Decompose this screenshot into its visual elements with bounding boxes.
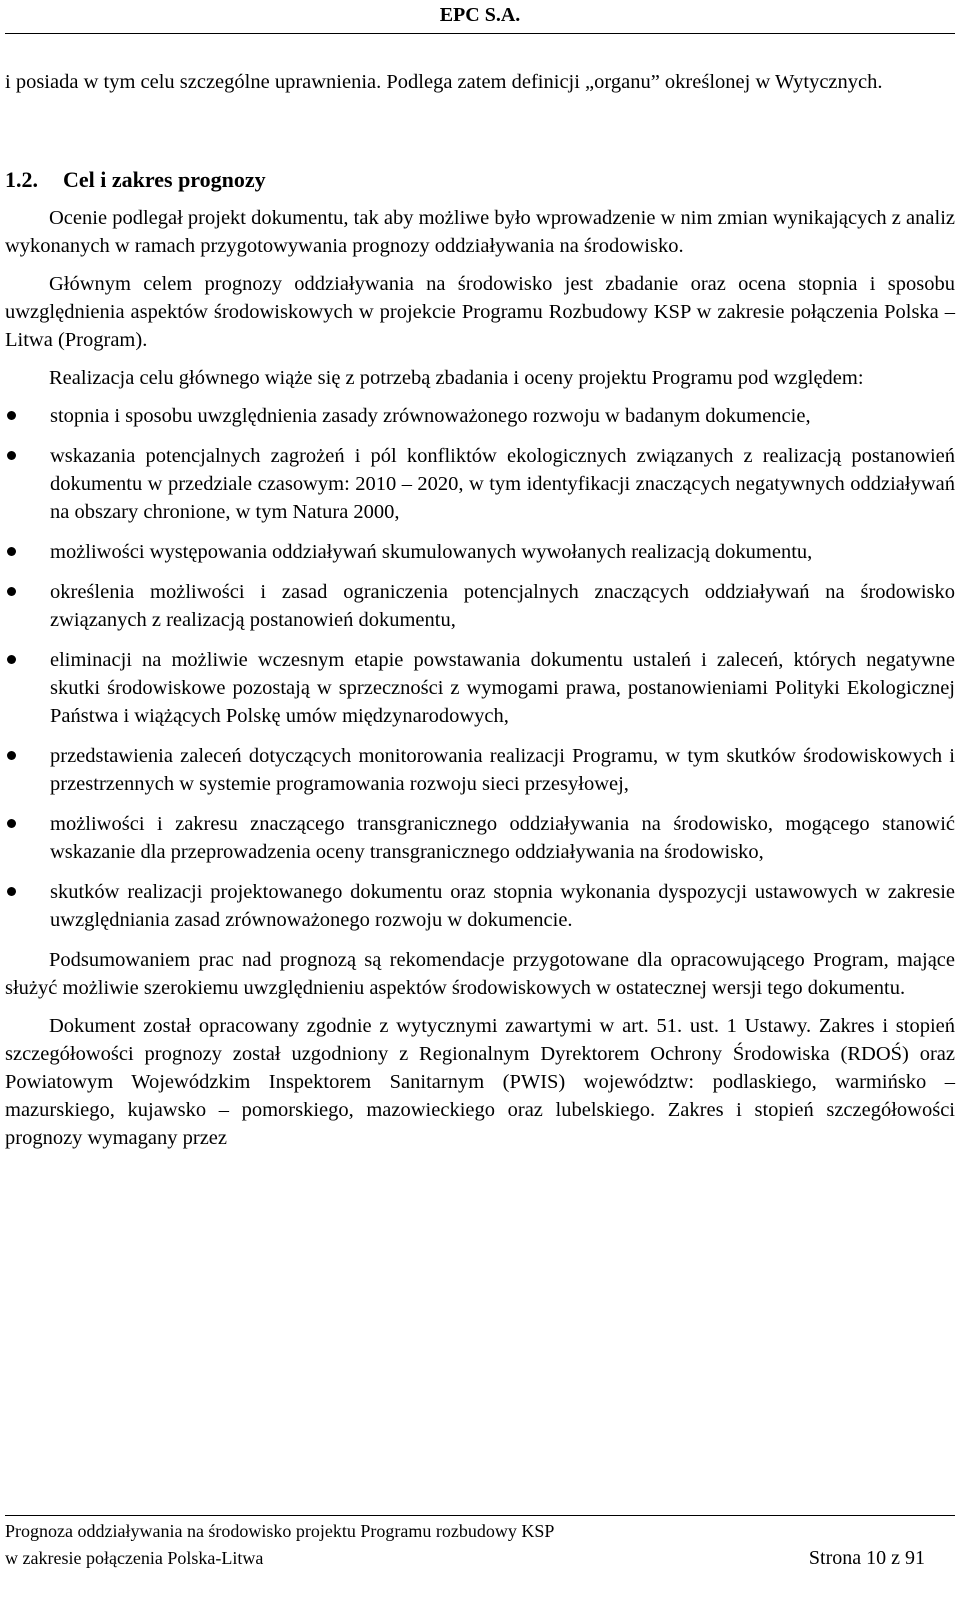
company-name: EPC S.A. (439, 4, 521, 26)
list-item (5, 442, 955, 526)
page-footer (5, 1518, 955, 1572)
list-item (5, 538, 955, 566)
footer-line-1: Prognoza oddziaływania na środowisko projektu Programu rozbudowy KSP (5, 1521, 555, 1541)
header-divider (5, 33, 955, 34)
paragraph-3: Realizacja celu głównego wiąże się z potrzebą zbadania i oceny projektu Programu pod względem: (49, 367, 864, 389)
bullet-icon (7, 411, 16, 420)
list-item-text: określenia możliwości i zasad ograniczenia potencjalnych znaczących oddziaływań na środowisko związanych z realizacją postanowień dokumentu, (50, 581, 955, 631)
paragraph-5: Dokument został opracowany zgodnie z wytycznymi zawartymi w art. 51. ust. 1 Ustawy. Zakres i stopień szczegółowości prognozy został uzgodniony z Regionalnym Dyrektorem Ochrony Środowiska (RDOŚ) oraz Powiatowym Wojewódzkim Inspektorem Sanitarnym (PWIS) województw: podlaskiego, warmińsko – mazurskiego, kujawsko – pomorskiego, mazowieckiego oraz lubelskiego. Zakres i stopień szczegółowości prognozy wymagany przez (5, 1015, 955, 1149)
list-item (5, 402, 955, 430)
list-item (5, 878, 955, 934)
list-item (5, 742, 955, 798)
page-number: Strona 10 z 91 (808, 1547, 925, 1569)
section-heading (5, 166, 955, 194)
bullet-icon (7, 451, 16, 460)
paragraph-1: Ocenie podlegał projekt dokumentu, tak aby możliwe było wprowadzenie w nim zmian wynikających z analiz wykonanych w ramach przygotowywania prognozy oddziaływania na środowisko. (5, 207, 955, 257)
list-item-text: eliminacji na możliwie wczesnym etapie powstawania dokumentu ustaleń i zaleceń, których negatywne skutki środowiskowe pozostają w sprzeczności z wymogami prawa, postanowieniami Polityki Ekologicznej Państwa i wiążących Polskę umów międzynarodowych, (50, 649, 955, 727)
list-item-text: możliwości i zakresu znaczącego transgranicznego oddziaływania na środowisko, mogącego stanowić wskazanie dla przeprowadzenia oceny transgranicznego oddziaływania na środowisko, (50, 813, 955, 863)
section-title: Cel i zakres prognozy (63, 167, 266, 192)
list-item-text: wskazania potencjalnych zagrożeń i pól konfliktów ekologicznych związanych z realizacją postanowień dokumentu w przedziale czasowym: 2010 – 2020, w tym identyfikacji znaczących negatywnych oddziaływań na obszary chronione, w tym Natura 2000, (50, 445, 955, 523)
page-header (0, 4, 960, 26)
bullet-icon (7, 819, 16, 828)
objectives-list (5, 402, 955, 934)
list-item-text: przedstawienia zaleceń dotyczących monitorowania realizacji Programu, w tym skutków środowiskowych i przestrzennych w systemie programowania rozwoju sieci przesyłowej, (50, 745, 955, 795)
intro-paragraph: i posiada w tym celu szczególne uprawnienia. Podlega zatem definicji „organu” określonej w Wytycznych. (5, 71, 883, 93)
section-number: 1.2. (5, 167, 38, 192)
footer-line-2: w zakresie połączenia Polska-Litwa (5, 1548, 264, 1568)
paragraph-4: Podsumowaniem prac nad prognozą są rekomendacje przygotowane dla opracowującego Program, mające służyć możliwie szerokiemu uwzględnieniu aspektów środowiskowych w ostatecznej wersji tego dokumentu. (5, 949, 955, 999)
list-item-text: skutków realizacji projektowanego dokumentu oraz stopnia wykonania dyspozycji ustawowych w zakresie uwzględniania zasad zrównoważonego rozwoju w dokumencie. (50, 881, 955, 931)
footer-divider (5, 1515, 955, 1516)
list-item-text: możliwości występowania oddziaływań skumulowanych wywołanych realizacją dokumentu, (50, 541, 813, 563)
list-item (5, 646, 955, 730)
bullet-icon (7, 655, 16, 664)
list-item (5, 810, 955, 866)
list-item-text: stopnia i sposobu uwzględnienia zasady zrównoważonego rozwoju w badanym dokumencie, (50, 405, 811, 427)
paragraph-2: Głównym celem prognozy oddziaływania na środowisko jest zbadanie oraz ocena stopnia i sposobu uwzględnienia aspektów środowiskowych w projekcie Programu Rozbudowy KSP w zakresie połączenia Polska – Litwa (Program). (5, 273, 955, 351)
list-item (5, 578, 955, 634)
bullet-icon (7, 547, 16, 556)
document-body (5, 68, 955, 1152)
bullet-icon (7, 751, 16, 760)
bullet-icon (7, 887, 16, 896)
bullet-icon (7, 587, 16, 596)
